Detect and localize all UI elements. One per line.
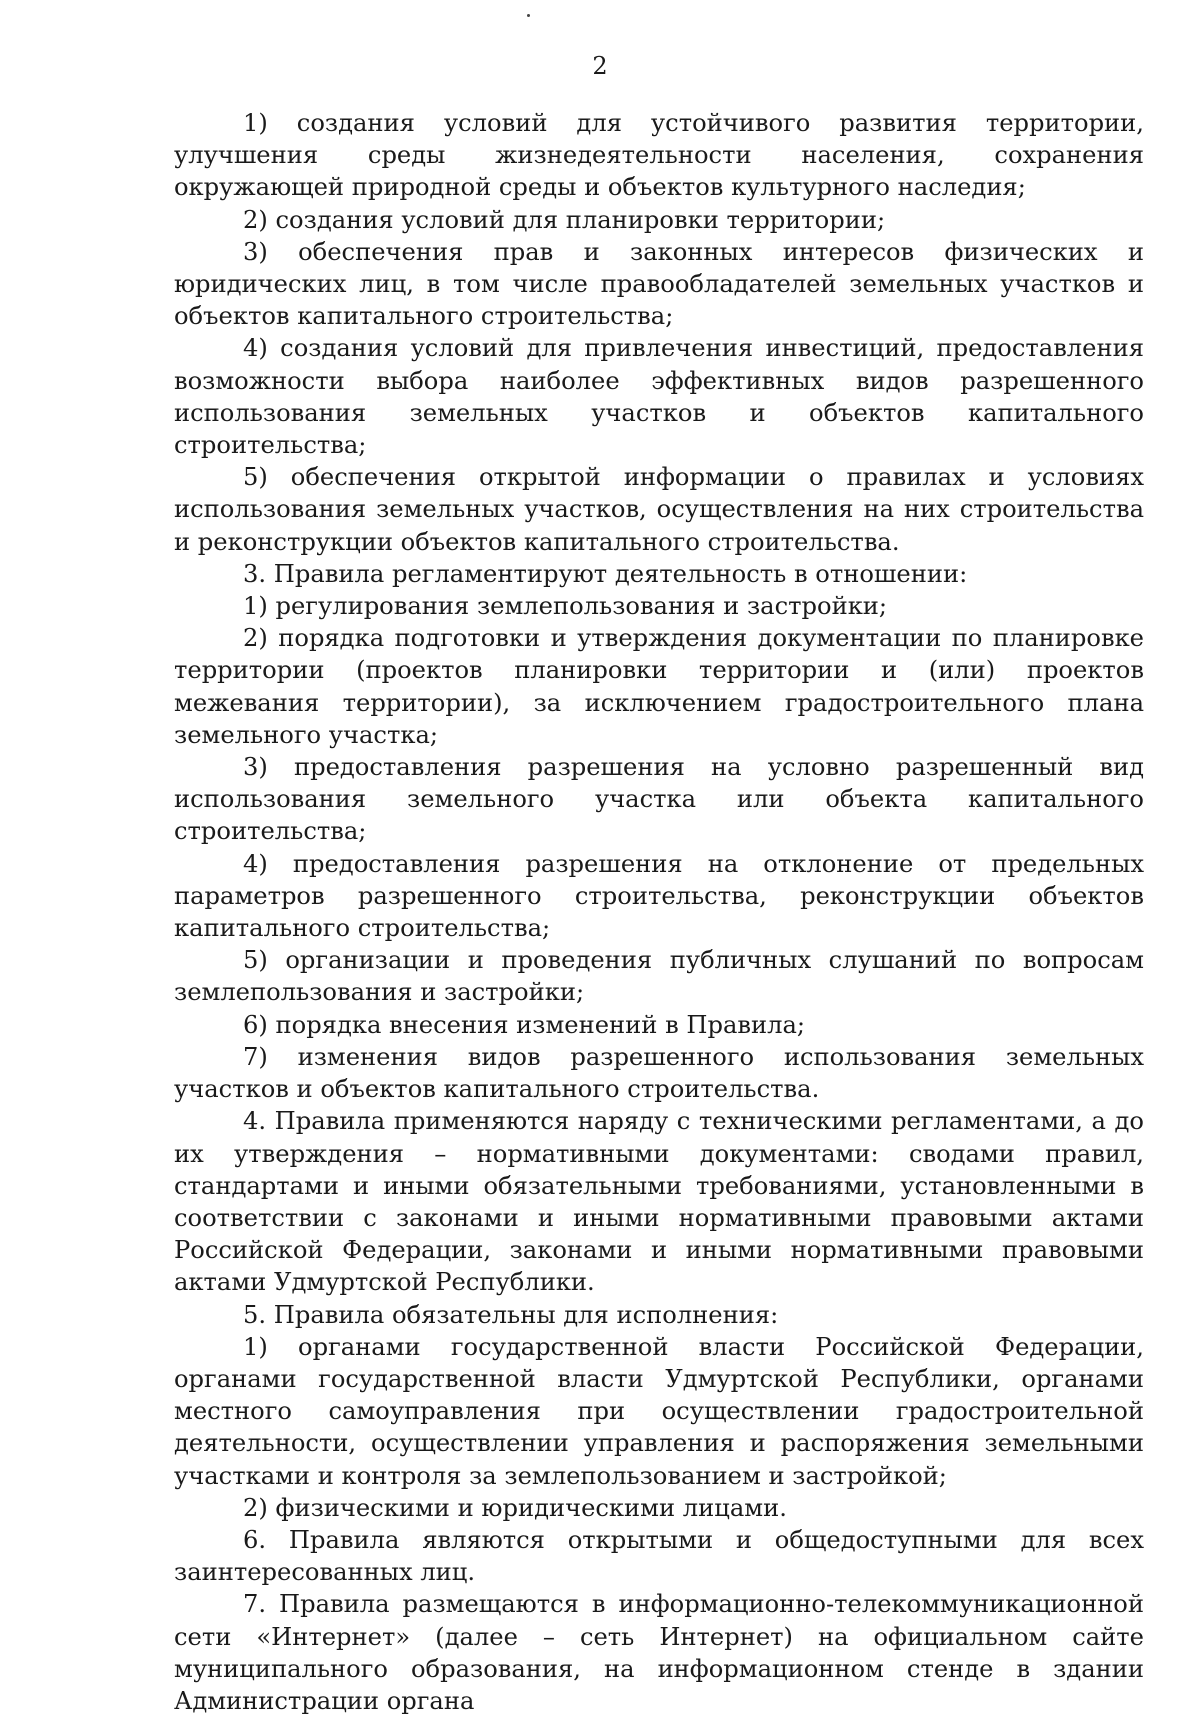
paragraph-item-5-2: 2) физическими и юридическими лицами. [243, 1493, 787, 1522]
paragraph-item-2: 2) создания условий для планировки территории; [243, 205, 886, 234]
paragraph-section-3: 3. Правила регламентируют деятельность в отношении: [243, 559, 968, 588]
page-number: 2 [592, 52, 608, 80]
paragraph-item-3-6: 6) порядка внесения изменений в Правила; [243, 1010, 806, 1039]
paragraph-item-1: 1) создания условий для устойчивого развития территории, улучшения среды жизнедеятельности населения, сохранения окружающей природной среды и объектов культурного наследия; [174, 109, 1144, 202]
paragraph-section-6: 6. Правила являются открытыми и общедоступными для всех заинтересованных лиц. [174, 1525, 1144, 1587]
paragraph-item-3-2: 2) порядка подготовки и утверждения документации по планировке территории (проектов планировки территории и (или) проектов межевания территории), за исключением градостроительного плана земельного участка; [174, 624, 1144, 749]
paragraph-item-3-5: 5) организации и проведения публичных слушаний по вопросам землепользования и застройки; [174, 946, 1144, 1007]
paragraph-item-3-1: 1) регулирования землепользования и застройки; [243, 592, 888, 621]
paragraph-section-4: 4. Правила применяются наряду с техническими регламентами, а до их утверждения – нормативными документами: сводами правил, стандартами и иными обязательными требованиями, установленными в соответствии с законами и иными нормативными правовыми актами Российской Федерации, законами и иными нормативными правовыми актами Удмуртской Республики. [174, 1107, 1144, 1297]
paragraph-item-4: 4) создания условий для привлечения инвестиций, предоставления возможности выбора наиболее эффективных видов разрешенного использования земельных участков и объектов капитального строительства; [174, 334, 1144, 460]
paragraph-item-3-4: 4) предоставления разрешения на отклонение от предельных параметров разрешенного строительства, реконструкции объектов капитального строительства; [174, 849, 1144, 943]
paragraph-item-3-3: 3) предоставления разрешения на условно разрешенный вид использования земельного участка или объекта капитального строительства; [174, 753, 1144, 846]
paragraph-section-7: 7. Правила размещаются в информационно-телекоммуникационной сети «Интернет» (далее – сеть Интернет) на официальном сайте муниципального образования, на информационном стенде в здании Администрации органа [174, 1590, 1144, 1715]
document-body [174, 107, 1144, 1717]
paragraph-item-3-7: 7) изменения видов разрешенного использования земельных участков и объектов капитального строительства. [174, 1042, 1144, 1104]
paragraph-section-5: 5. Правила обязательны для исполнения: [243, 1300, 779, 1329]
paragraph-item-5-1: 1) органами государственной власти Российской Федерации, органами государственной власти Удмуртской Республики, органами местного самоуправления при осуществлении градостроительной деятельности, осуществлении управления и распоряжения земельными участками и контроля за землепользованием и застройкой; [174, 1332, 1144, 1490]
paragraph-item-3: 3) обеспечения прав и законных интересов физических и юридических лиц, в том числе правообладателей земельных участков и объектов капитального строительства; [174, 237, 1144, 331]
scan-speck [527, 14, 530, 17]
paragraph-item-5: 5) обеспечения открытой информации о правилах и условиях использования земельных участков, осуществления на них строительства и реконструкции объектов капитального строительства. [174, 463, 1144, 556]
